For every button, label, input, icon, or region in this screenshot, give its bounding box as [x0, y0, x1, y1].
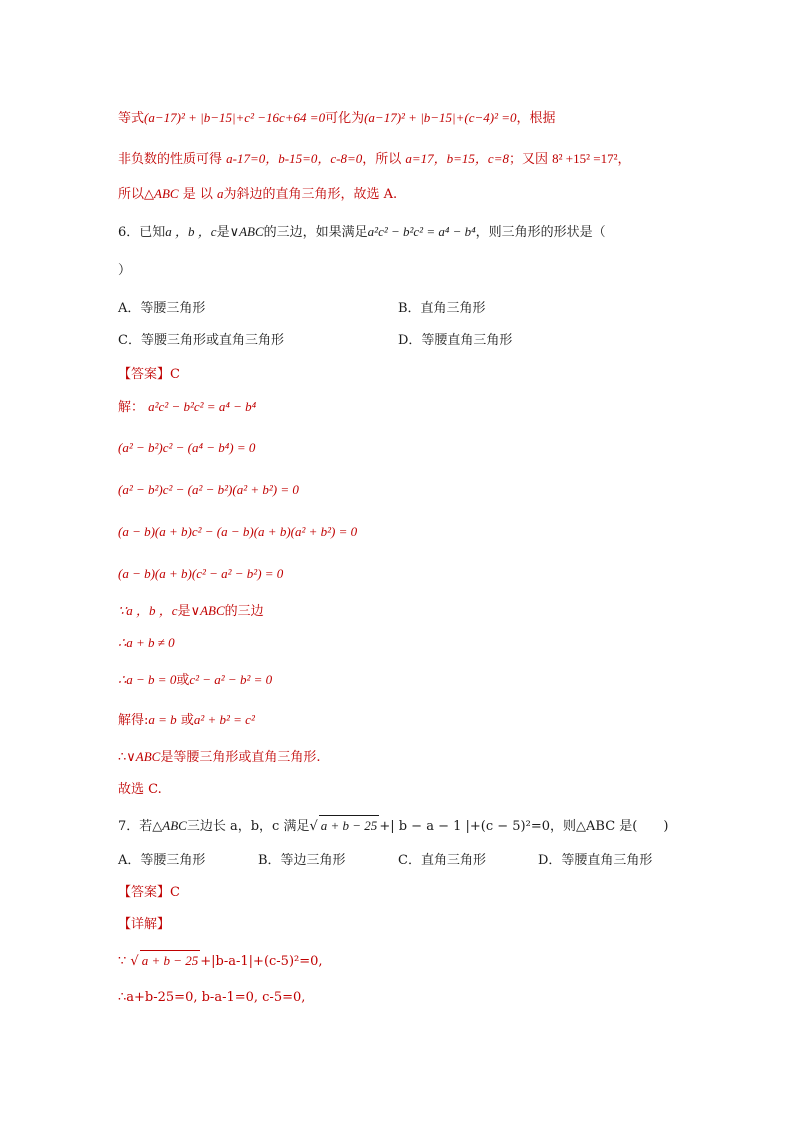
- q7-option-c: C．直角三角形: [398, 853, 486, 868]
- q6-solution-step-10: [118, 747, 321, 768]
- solution-equation: c² − a² − b² = 0: [189, 672, 273, 687]
- q6-stem-text: 的三边，如果满足: [263, 225, 368, 240]
- p5-triangle: ABC: [154, 186, 179, 201]
- p5-values: a-17=0，b-15=0，c-8=0: [226, 151, 363, 166]
- solution-equation: a² + b² = c²: [193, 712, 255, 727]
- p5-text: 为斜边的直角三角形，故选 A.: [223, 187, 398, 202]
- q7-stem-text: 三边长 a，b，c 满足: [186, 819, 310, 834]
- q7-stem-text: +| b − a − 1 |+(c − 5)²=0，则△ABC 是( ): [379, 819, 669, 834]
- p5-text: ；又因: [508, 152, 548, 167]
- detail-radicand: a + b − 25: [140, 950, 201, 971]
- p5-var: a: [216, 186, 224, 201]
- solution-text: 是: [177, 604, 191, 619]
- p5-equation-1: (a−17)² + |b−15|+c² −16c+64 =0: [144, 110, 326, 125]
- q6-solution-step-1: [118, 397, 256, 418]
- q7-stem: [118, 815, 668, 837]
- q7-option-a: A．等腰三角形: [118, 853, 206, 868]
- solution-text: 的三边: [224, 604, 264, 619]
- q7-detail-2: ∴a+b-25=0, b-a-1=0, c-5=0,: [118, 990, 306, 1005]
- solution-equation: a²c² − b²c² = a⁴ − b⁴: [148, 399, 257, 414]
- sqrt-icon: √: [309, 819, 318, 834]
- p5-text: 是 以: [182, 187, 213, 202]
- solution-vars: ∵a ，b ，c: [118, 603, 178, 618]
- q6-option-a: A．等腰三角形: [118, 301, 206, 316]
- q6-stem: [118, 222, 606, 243]
- solution-text: 或: [176, 673, 190, 688]
- solution-equation: a = b: [148, 712, 177, 727]
- q6-condition: a²c² − b²c² = a⁴ − b⁴: [367, 224, 476, 239]
- solution-label: 解：: [118, 400, 145, 415]
- q7-detail-label: 【详解】: [118, 917, 171, 932]
- p5-text: ，所以: [362, 152, 402, 167]
- q6-stem-text: 6．已知: [118, 225, 166, 240]
- q6-triangle: ∨ABC: [229, 224, 264, 239]
- q6-solution-step-2: (a² − b²)c² − (a⁴ − b⁴) = 0: [118, 440, 256, 455]
- q6-option-c: C．等腰三角形或直角三角形: [118, 333, 284, 348]
- q7-option-b: B．等边三角形: [258, 853, 346, 868]
- answer-value: C: [170, 367, 180, 382]
- q6-stem-close: ）: [118, 263, 132, 278]
- solution-text: 或: [180, 713, 194, 728]
- sqrt-icon: √: [130, 954, 139, 969]
- p5-text: ，根据: [516, 111, 556, 126]
- p5-line-2: [118, 149, 631, 170]
- q6-option-d: D．等腰直角三角形: [398, 333, 513, 348]
- p5-text: 所以△: [118, 187, 154, 202]
- p5-equation-2: (a−17)² + |b−15|+(c−4)² =0: [364, 110, 517, 125]
- q7-triangle: ABC: [162, 818, 187, 833]
- solution-text: ∴: [118, 750, 127, 765]
- q6-solution-step-9: [118, 710, 255, 731]
- q6-option-b: B．直角三角形: [398, 301, 486, 316]
- q6-solution-step-4: (a − b)(a + b)c² − (a − b)(a + b)(a² + b²) = 0: [118, 524, 358, 539]
- p5-text: 等式: [118, 111, 145, 126]
- solution-triangle: ∨ABC: [190, 603, 225, 618]
- q6-solution-step-5: (a − b)(a + b)(c² − a² − b²) = 0: [118, 566, 284, 581]
- detail-text: ∵: [118, 954, 127, 969]
- p5-text: 非负数的性质可得: [118, 152, 223, 167]
- q7-radicand: a + b − 25: [319, 815, 380, 836]
- q7-stem-text: 7．若△: [118, 819, 163, 834]
- q6-solution-step-7: ∴a + b ≠ 0: [118, 635, 175, 650]
- p5-result: a=17，b=15，c=8: [405, 151, 509, 166]
- answer-value: C: [170, 885, 180, 900]
- solution-text: 是等腰三角形或直角三角形.: [160, 750, 321, 765]
- detail-text: +|b-a-1|+(c-5)²=0,: [200, 954, 323, 969]
- q6-stem-text: ，则三角形的形状是（: [475, 225, 606, 240]
- q7-answer: [118, 883, 180, 903]
- q6-solution-step-3: (a² − b²)c² − (a² − b²)(a² + b²) = 0: [118, 482, 299, 497]
- q6-vars: a ，b ，c: [165, 224, 217, 239]
- q6-answer: [118, 365, 180, 385]
- answer-label: 【答案】: [118, 367, 171, 382]
- answer-label: 【答案】: [118, 885, 171, 900]
- p5-line-1: [118, 108, 556, 129]
- p5-line-3: [118, 184, 397, 205]
- solution-text: 解得:: [118, 713, 149, 728]
- q6-conclusion: 故选 C.: [118, 782, 162, 797]
- q6-solution-step-8: [118, 670, 272, 691]
- p5-pythagoras: 8² +15² =17²: [552, 151, 618, 166]
- p5-text: ，: [617, 152, 631, 167]
- p5-text: 可化为: [325, 111, 365, 126]
- q6-stem-text: 是: [216, 225, 230, 240]
- solution-equation: ∴a − b = 0: [118, 672, 177, 687]
- q7-detail-1: [118, 950, 323, 972]
- q6-solution-step-6: [118, 601, 264, 622]
- q7-option-d: D．等腰直角三角形: [538, 853, 653, 868]
- solution-triangle: ∨ABC: [126, 749, 161, 764]
